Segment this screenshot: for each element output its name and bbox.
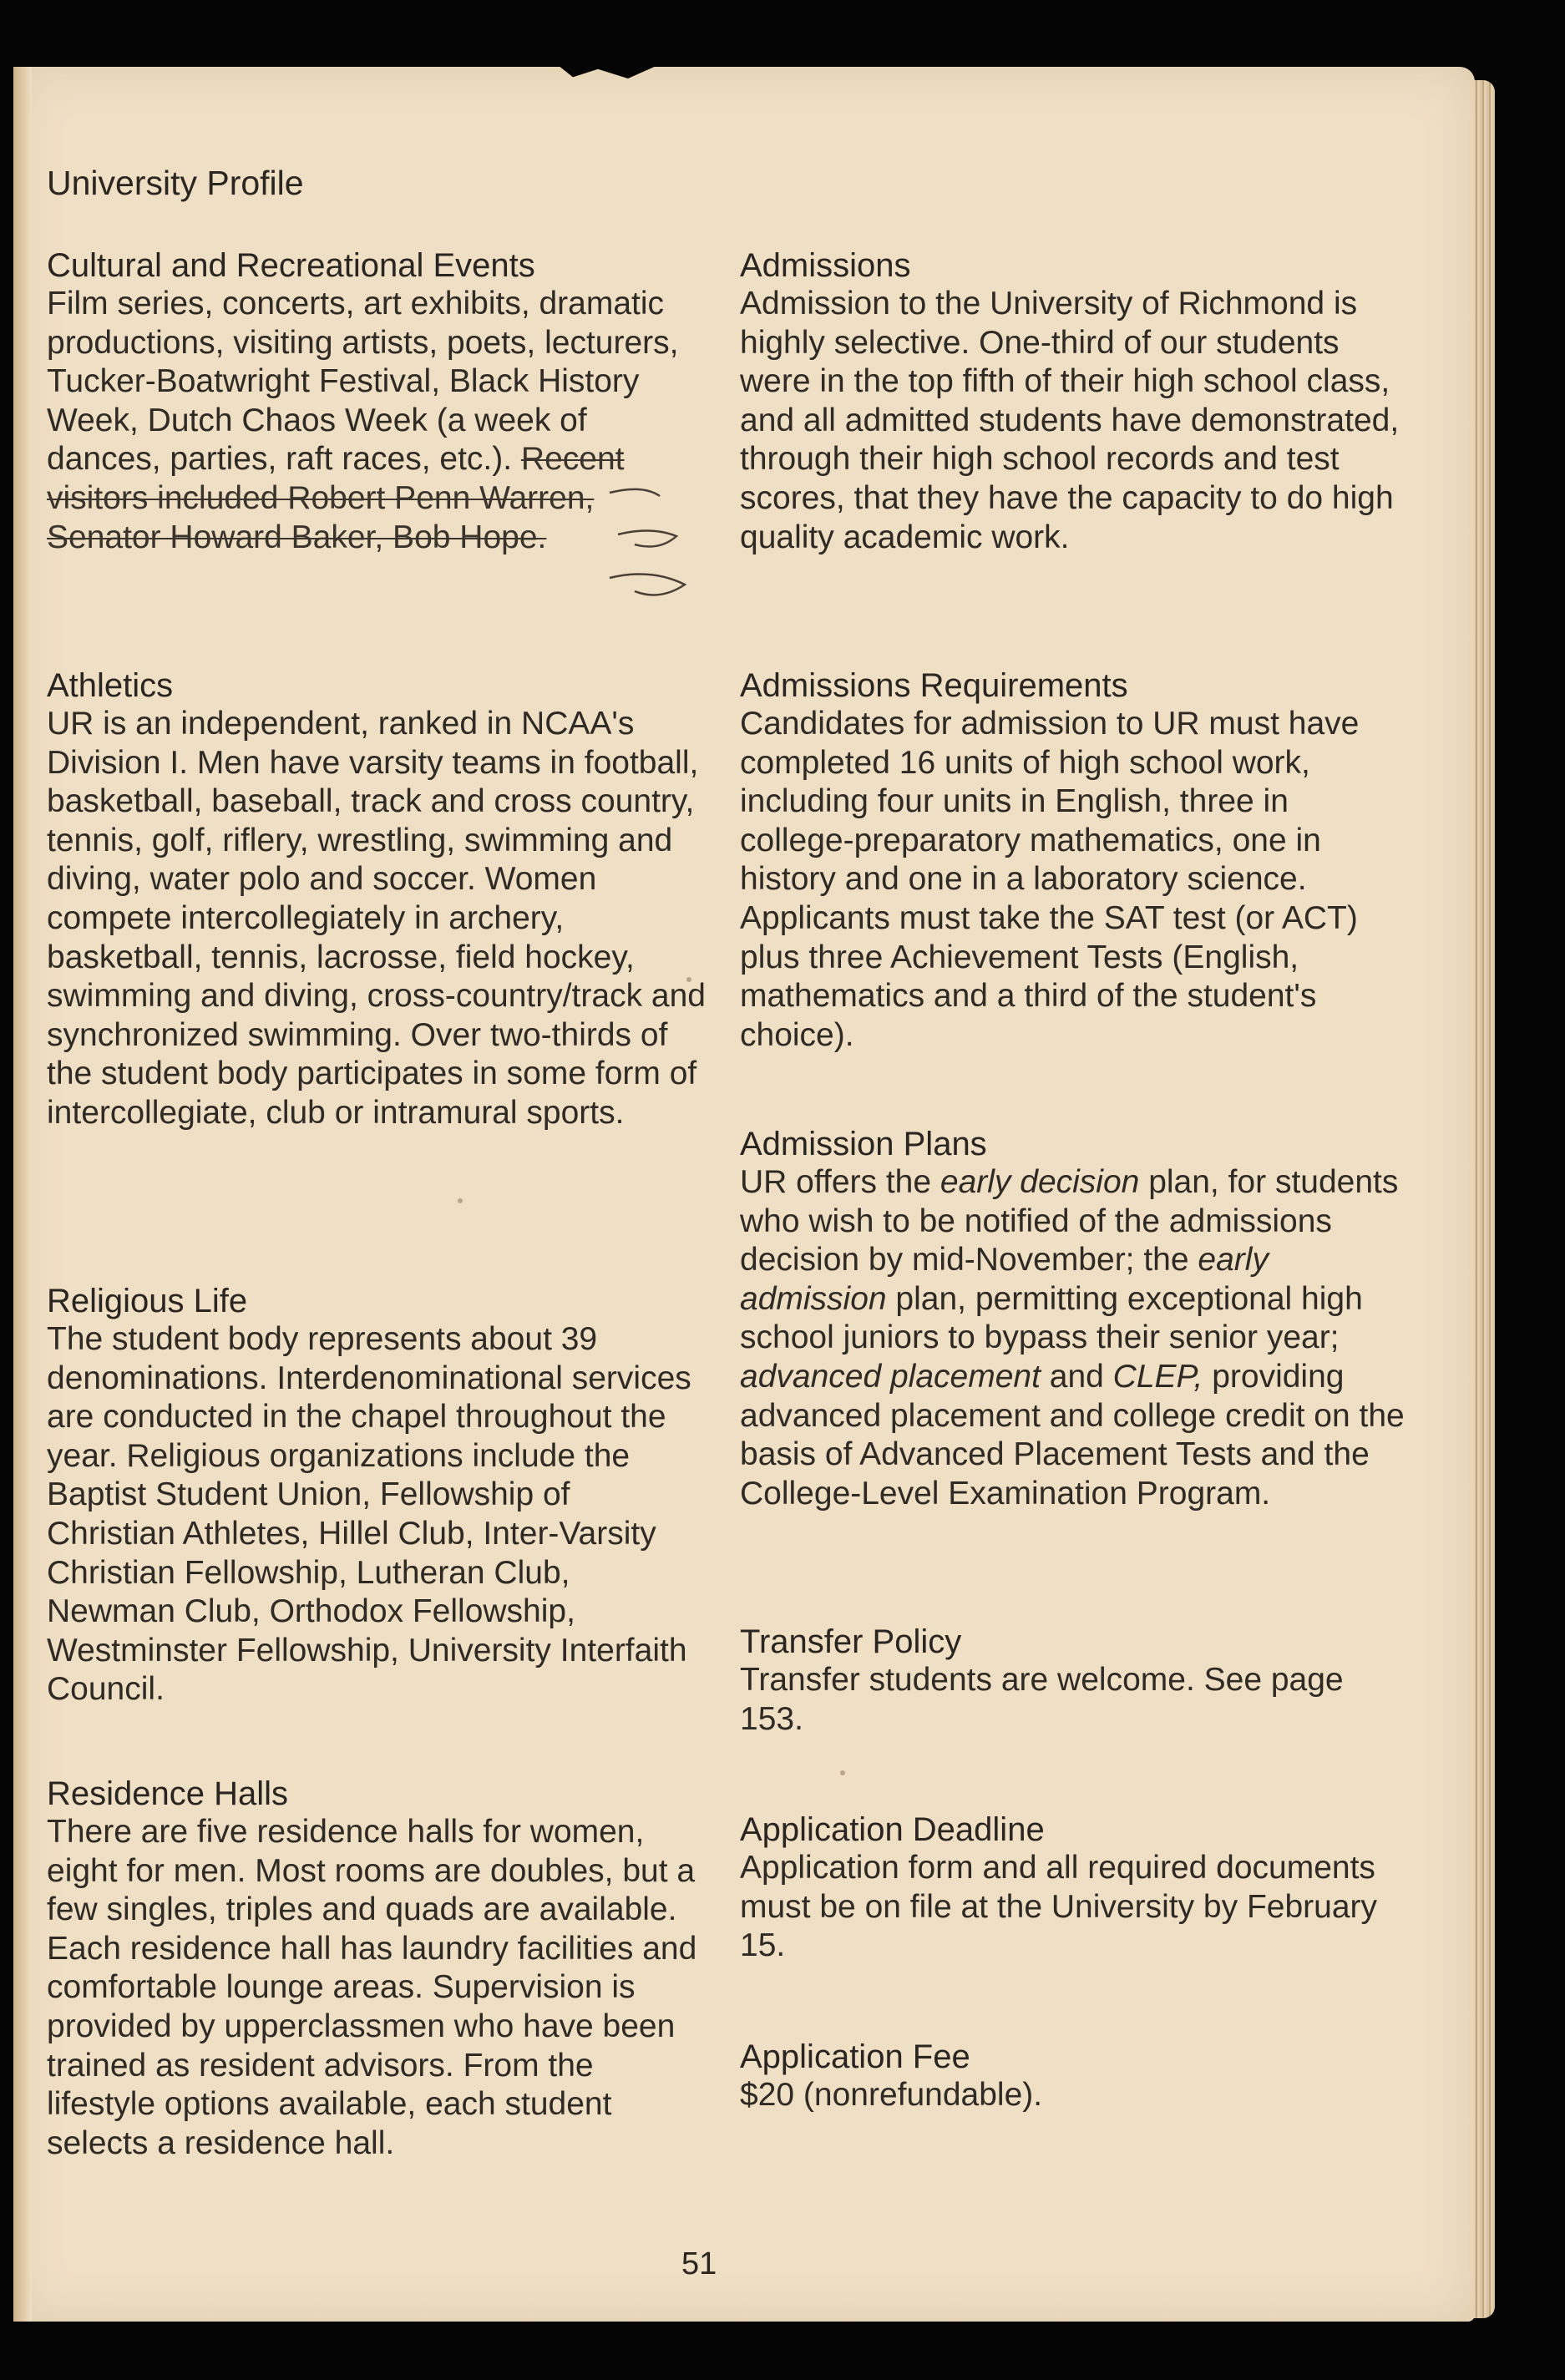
section-body: The student body represents about 39 denominations. Interdenominational services are conducted in the chapel throughout the year. Religious organizations include the Baptist Student Union, Fellowship of Christian Athletes, Hillel Club, Inter-Varsity Christian Fellowship, Lutheran Club, Newman Club, Orthodox Fellowship, Westminster Fellowship, University Interfaith Council.: [47, 1321, 691, 1708]
section-body: [47, 285, 707, 557]
section-residence-halls: [47, 1775, 707, 2163]
section-heading: Transfer Policy: [740, 1623, 962, 1660]
body-text: Film series, concerts, art exhibits, dramatic productions, visiting artists, poets, lecturers, Tucker-Boatwright Festival, Black History Week, Dutch Chaos Week (a week of dances, parties, raft races, etc.).: [47, 286, 679, 478]
section-transfer-policy: [740, 1623, 1408, 1739]
section-cultural-events: [47, 246, 707, 557]
body-text: plan, permitting exceptional high school juniors to bypass their senior year;: [740, 1280, 1363, 1356]
italic-term: early decision: [940, 1164, 1140, 1200]
section-body: Transfer students are welcome. See page 153.: [740, 1662, 1344, 1737]
section-heading: Admissions Requirements: [740, 667, 1128, 704]
body-text: plan, for students who wish to be notified of the admissions decision by mid-November; the: [740, 1164, 1399, 1279]
section-heading: Admissions: [740, 247, 911, 284]
section-admission-plans: [740, 1125, 1408, 1513]
section-body: There are five residence halls for women, eight for men. Most rooms are doubles, but a few singles, triples and quads are available. Each residence hall has laundry facilities and comfortable lounge areas. Supervision is provided by upperclassmen who have been trained as resident advisors. From the lifestyle options available, each student selects a residence hall.: [47, 1814, 697, 2161]
section-body: Candidates for admission to UR must have completed 16 units of high school work, including four units in English, three in college-preparatory mathematics, one in history and one in a laboratory science. Applicants must take the SAT test (or ACT) plus three Achievement Tests (English, mathematics and a third of the student's choice).: [740, 706, 1360, 1053]
italic-term: CLEP,: [1112, 1358, 1203, 1395]
section-body: UR is an independent, ranked in NCAA's Division I. Men have varsity teams in football, basketball, baseball, track and cross country, tennis, golf, riflery, wrestling, swimming and diving, water polo and soccer. Women compete intercollegiately in archery, basketball, tennis, lacrosse, field hockey, swimming and diving, cross-country/track and synchronized swimming. Over two-thirds of the student body participates in some form of intercollegiate, club or intramural sports.: [47, 706, 706, 1131]
section-heading: Admission Plans: [740, 1126, 987, 1162]
section-body: Admission to the University of Richmond is highly selective. One-third of our students were in the top fifth of their high school class, and all admitted students have demonstrated, through their high school records and test scores, that they have the capacity to do high quality academic work.: [740, 286, 1400, 555]
section-body: Application form and all required documents must be on file at the University by February 15.: [740, 1850, 1377, 1964]
section-body: $20 (nonrefundable).: [740, 2077, 1043, 2113]
binding-gutter: [13, 67, 32, 2322]
body-text: and: [1040, 1358, 1113, 1395]
section-athletics: [47, 666, 707, 1133]
body-text: providing advanced placement and college credit on the basis of Advanced Placement Tests and the College-Level Examination Program.: [740, 1358, 1405, 1512]
italic-term: advanced placement: [740, 1358, 1041, 1395]
section-heading: Religious Life: [47, 1283, 248, 1319]
section-heading: Residence Halls: [47, 1775, 289, 1812]
section-body: [740, 1163, 1408, 1513]
section-heading: Application Fee: [740, 2038, 970, 2075]
section-application-fee: [740, 2038, 1408, 2115]
section-religious-life: [47, 1282, 707, 1709]
paper-speck: [686, 977, 691, 982]
italic-term: early admission: [740, 1242, 1269, 1317]
paper-speck: [458, 1198, 463, 1203]
running-head: University Profile: [47, 164, 304, 202]
paper-speck: [840, 1770, 845, 1775]
section-heading: Application Deadline: [740, 1811, 1045, 1848]
section-application-deadline: [740, 1810, 1408, 1966]
section-heading: Athletics: [47, 667, 174, 704]
page-number: 51: [681, 2246, 717, 2281]
struck-through-text: Recent visitors included Robert Penn Warren, Senator Howard Baker, Bob Hope.: [47, 441, 625, 555]
body-text: UR offers the: [740, 1164, 940, 1200]
section-heading: Cultural and Recreational Events: [47, 247, 535, 284]
section-admissions: [740, 246, 1408, 557]
section-admissions-requirements: [740, 666, 1408, 1055]
